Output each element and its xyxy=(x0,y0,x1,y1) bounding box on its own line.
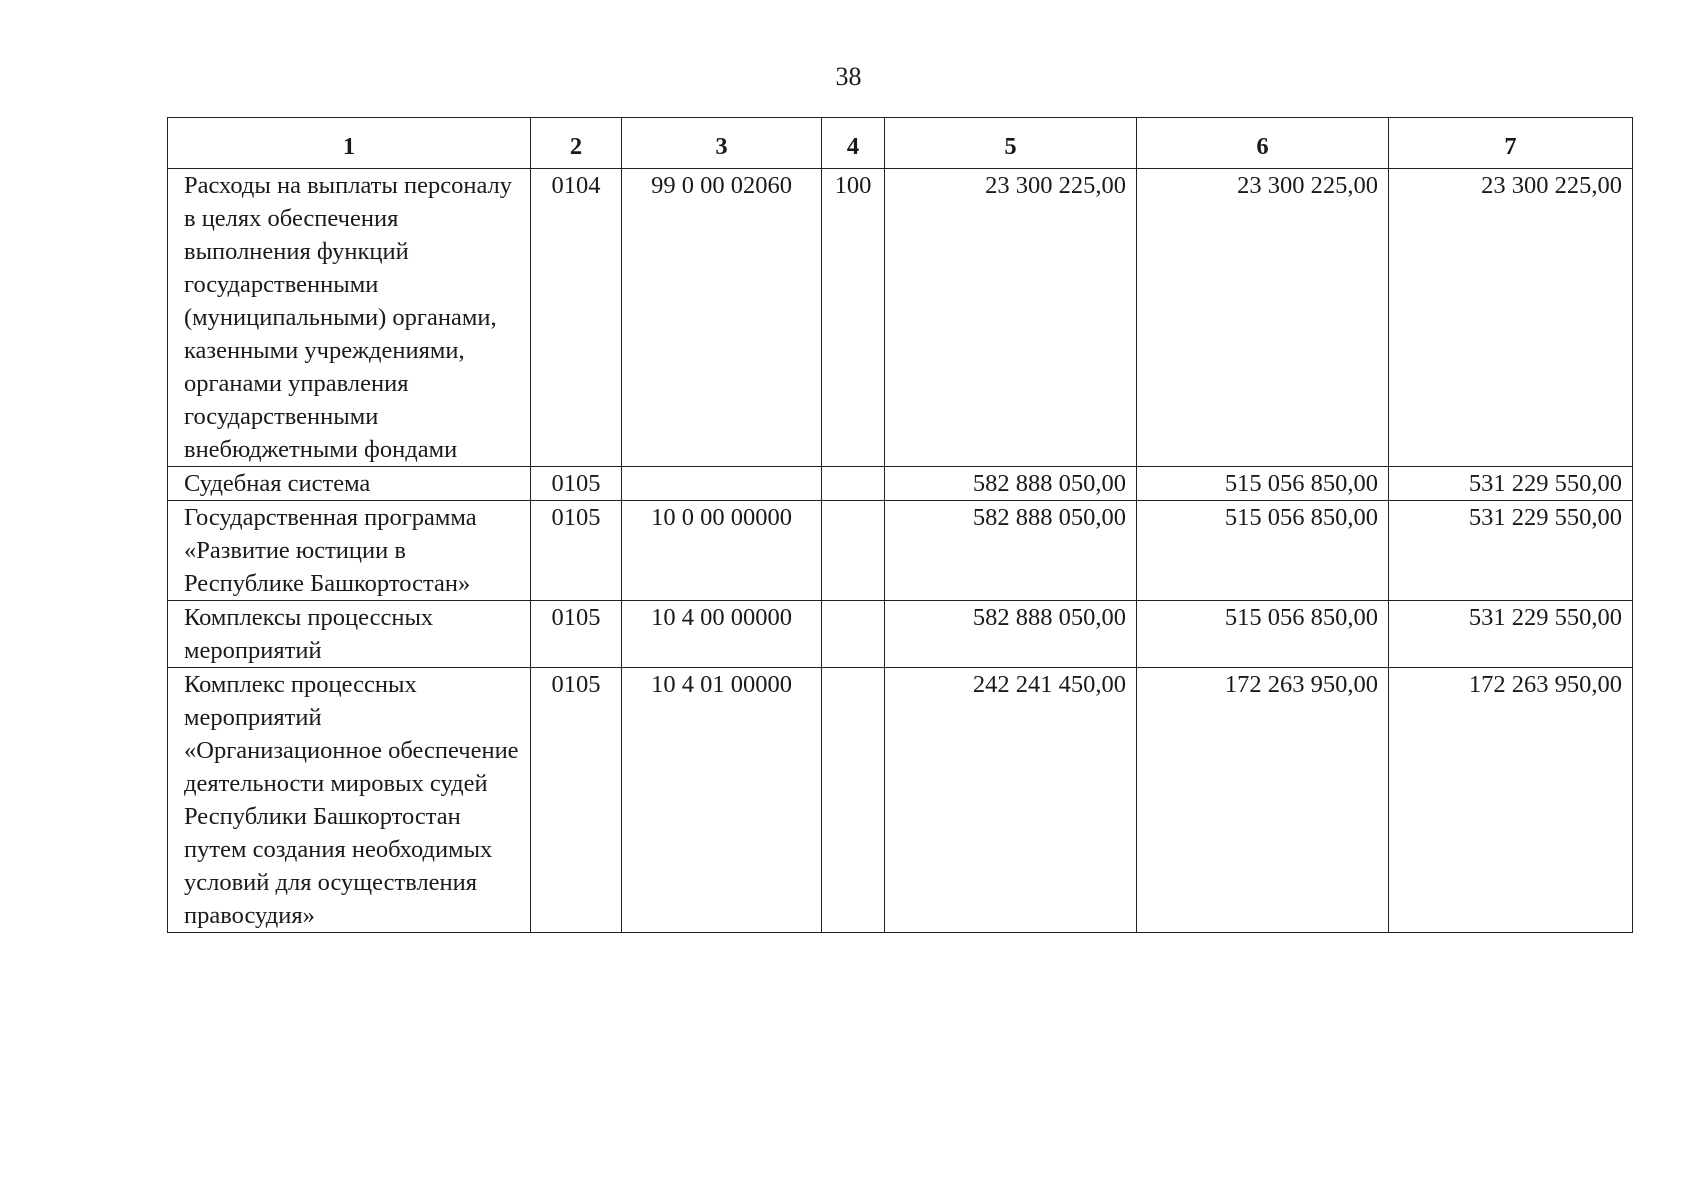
column-header: 1 xyxy=(168,118,531,169)
amount-cell: 582 888 050,00 xyxy=(885,601,1137,668)
column-header: 3 xyxy=(622,118,822,169)
table-row xyxy=(168,668,1633,933)
amount-cell: 515 056 850,00 xyxy=(1137,601,1389,668)
amount-cell: 515 056 850,00 xyxy=(1137,501,1389,601)
section-code-cell: 0105 xyxy=(531,501,622,601)
target-code-cell xyxy=(622,467,822,501)
row-name-cell: Комплексы процессных мероприятий xyxy=(168,601,531,668)
column-header: 7 xyxy=(1389,118,1633,169)
amount-cell: 531 229 550,00 xyxy=(1389,601,1633,668)
row-name-cell: Судебная система xyxy=(168,467,531,501)
target-code-cell: 99 0 00 02060 xyxy=(622,169,822,467)
amount-cell: 582 888 050,00 xyxy=(885,467,1137,501)
amount-cell: 515 056 850,00 xyxy=(1137,467,1389,501)
column-header: 2 xyxy=(531,118,622,169)
amount-cell: 242 241 450,00 xyxy=(885,668,1137,933)
target-code-cell: 10 4 01 00000 xyxy=(622,668,822,933)
section-code-cell: 0104 xyxy=(531,169,622,467)
amount-cell: 172 263 950,00 xyxy=(1389,668,1633,933)
amount-cell: 23 300 225,00 xyxy=(1137,169,1389,467)
amount-cell: 172 263 950,00 xyxy=(1137,668,1389,933)
row-name-cell: Комплекс процессных мероприятий «Организационное обеспечение деятельности мировых судей Республики Башкортостан путем создания необходимых условий для осуществления правосудия» xyxy=(168,668,531,933)
expense-type-cell xyxy=(822,601,885,668)
row-name-cell: Расходы на выплаты персоналу в целях обеспечения выполнения функций государственными (муниципальными) органами, казенными учреждениями, органами управления государственными внебюджетными фондами xyxy=(168,169,531,467)
page-number: 38 xyxy=(835,62,862,91)
budget-table xyxy=(167,117,1633,933)
row-name-cell: Государственная программа «Развитие юстиции в Республике Башкортостан» xyxy=(168,501,531,601)
section-code-cell: 0105 xyxy=(531,601,622,668)
expense-type-cell xyxy=(822,467,885,501)
table-row xyxy=(168,467,1633,501)
amount-cell: 531 229 550,00 xyxy=(1389,467,1633,501)
table-row xyxy=(168,169,1633,467)
amount-cell: 582 888 050,00 xyxy=(885,501,1137,601)
table-header-row xyxy=(168,118,1633,169)
expense-type-cell xyxy=(822,668,885,933)
expense-type-cell: 100 xyxy=(822,169,885,467)
target-code-cell: 10 4 00 00000 xyxy=(622,601,822,668)
table-row xyxy=(168,601,1633,668)
column-header: 5 xyxy=(885,118,1137,169)
target-code-cell: 10 0 00 00000 xyxy=(622,501,822,601)
table-row xyxy=(168,501,1633,601)
amount-cell: 23 300 225,00 xyxy=(1389,169,1633,467)
column-header: 6 xyxy=(1137,118,1389,169)
section-code-cell: 0105 xyxy=(531,467,622,501)
amount-cell: 23 300 225,00 xyxy=(885,169,1137,467)
expense-type-cell xyxy=(822,501,885,601)
section-code-cell: 0105 xyxy=(531,668,622,933)
amount-cell: 531 229 550,00 xyxy=(1389,501,1633,601)
column-header: 4 xyxy=(822,118,885,169)
